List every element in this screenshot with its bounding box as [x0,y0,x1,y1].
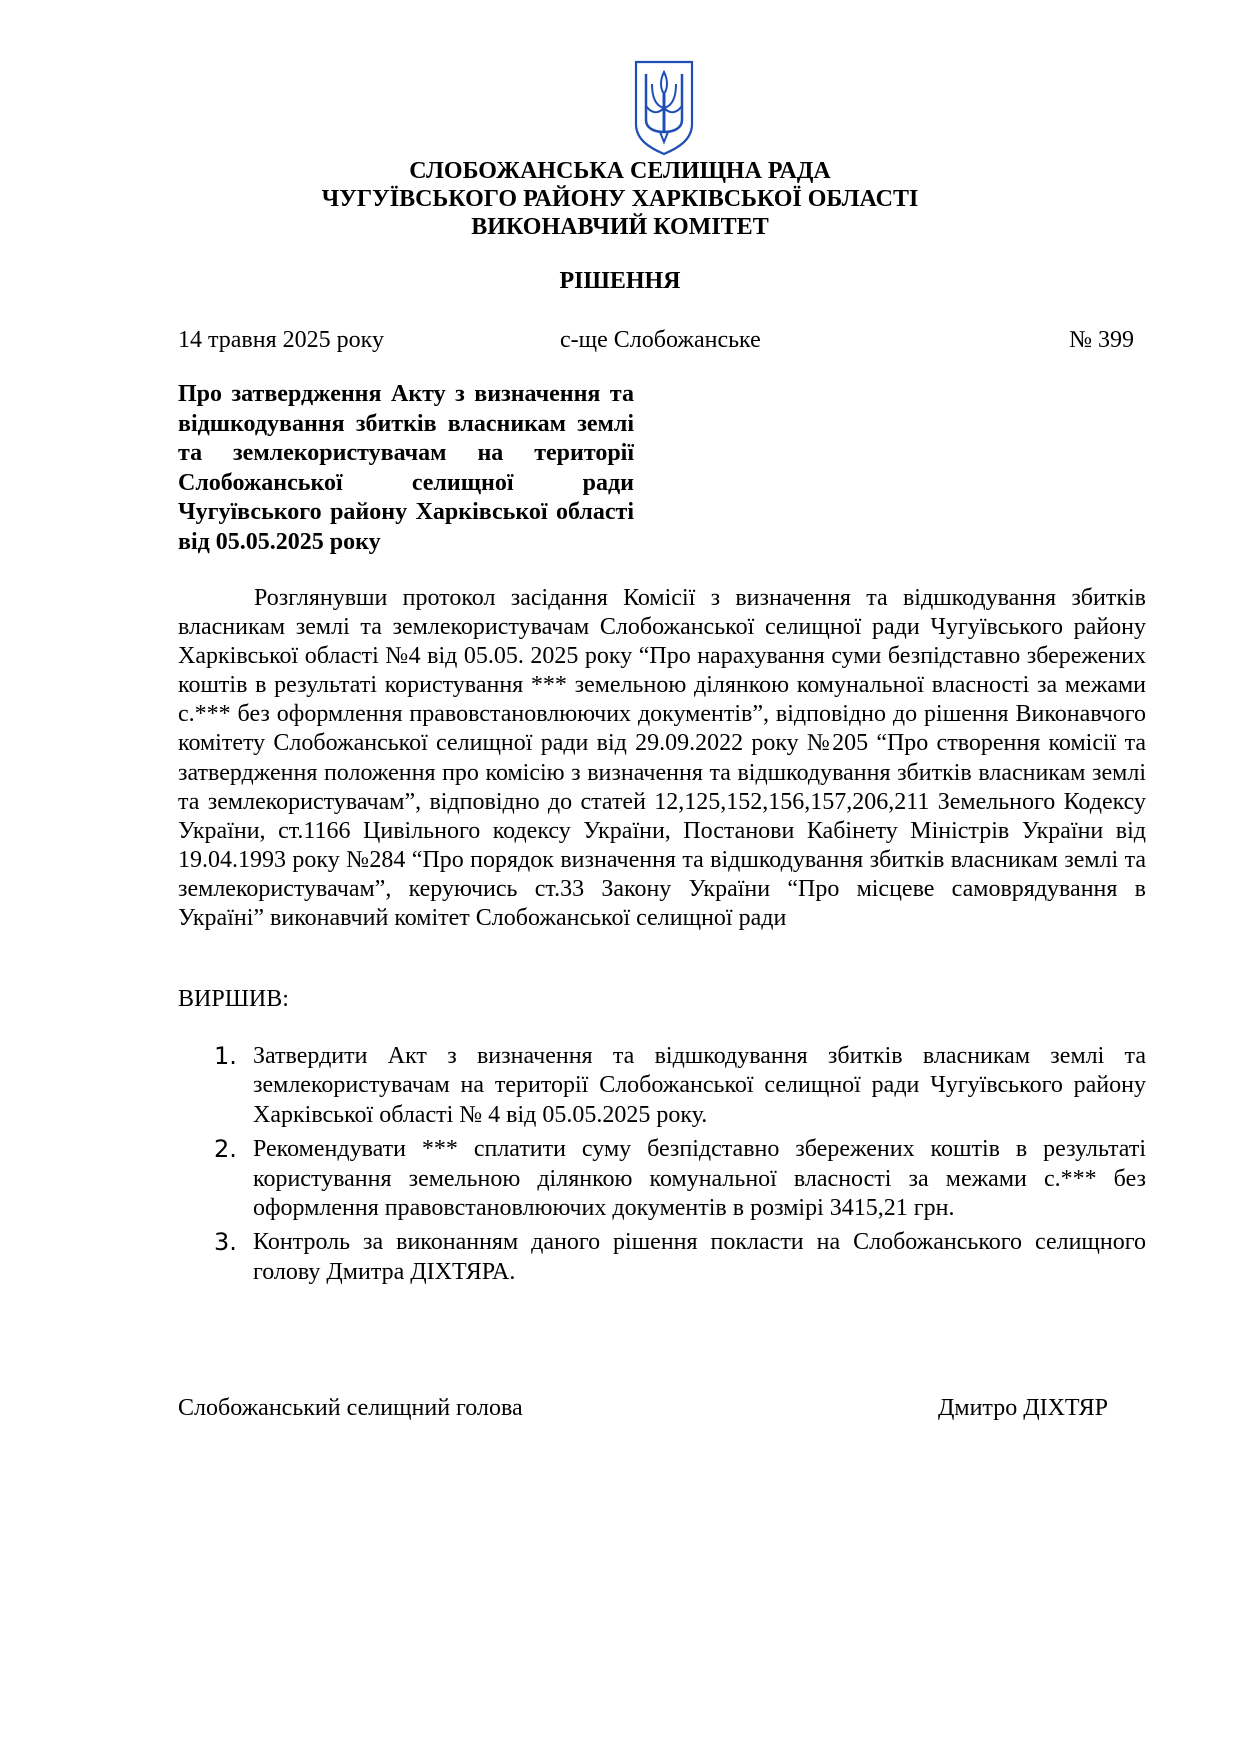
document-number: № 399 [1069,327,1134,353]
item-number: 3. [214,1228,237,1257]
item-text: Контроль за виконанням даного рішення покласти на Слобожанського селищного голову Дмитра ДІХТЯРА. [253,1229,1146,1285]
trident-coat-of-arms-icon [632,58,696,156]
resolved-label: ВИРШИВ: [178,986,289,1012]
document-place: с-ще Слобожанське [560,327,761,353]
decision-item [178,1042,1146,1130]
document-date: 14 травня 2025 року [178,327,384,353]
signature-position: Слобожанський селищний голова [178,1395,523,1421]
signature-name: Дмитро ДІХТЯР [938,1395,1108,1421]
header-council-name: СЛОБОЖАНСЬКА СЕЛИЩНА РАДА [409,158,831,184]
item-number: 2. [214,1135,237,1164]
item-number: 1. [214,1042,237,1070]
item-text: Рекомендувати *** сплатити суму безпідставно збережених коштів в результаті користування земельною ділянкою комунальної власності за межами с.*** без оформлення правовстановлюючих документів в розмірі 3415,21 грн. [253,1136,1146,1222]
header-committee-name: ВИКОНАВЧИЙ КОМІТЕТ [471,214,769,240]
header-district-name: ЧУГУЇВСЬКОГО РАЙОНУ ХАРКІВСЬКОЇ ОБЛАСТІ [321,186,919,212]
decision-item [178,1135,1146,1223]
item-text: Затвердити Акт з визначення та відшкодування збитків власникам землі та землекористувачам на території Слобожанської селищної ради Чугуївського району Харківської області № 4 від 05.05.2025 року. [253,1043,1146,1128]
decision-item [178,1228,1146,1287]
document-title: РІШЕННЯ [559,268,681,294]
document-subject: Про затвердження Акту з визначення та відшкодування збитків власникам землі та землекористувачам на території Слобожанської селищної ради Чугуївського району Харківської області від 05.05.2025 року [178,381,634,555]
preamble-paragraph: Розглянувши протокол засідання Комісії з визначення та відшкодування збитків власникам землі та землекористувачам Слобожанської селищної ради Чугуївського району Харківської області №4 від 05.05. 2025 року “Про нарахування суми безпідставно збережених коштів в результаті користування *** земельною ділянкою комунальної власності за межами с.*** без оформлення правовстановлюючих документів”, відповідно до рішення Виконавчого комітету Слобожанської селищної ради від 29.09.2022 року №205 “Про створення комісії та затвердження положення про комісію з визначення та відшкодування збитків власникам землі та землекористувачам”, відповідно до статей 12,125,152,156,157,206,211 Земельного Кодексу України, ст.1166 Цивільного кодексу України, Постанови Кабінету Міністрів України від 19.04.1993 року №284 “Про порядок визначення та відшкодування збитків власникам землі та землекористувачам”, керуючись ст.33 Закону України “Про місцеве самоврядування в Україні” виконавчий комітет Слобожанської селищної ради [178,585,1146,932]
decision-items [178,1042,1146,1292]
